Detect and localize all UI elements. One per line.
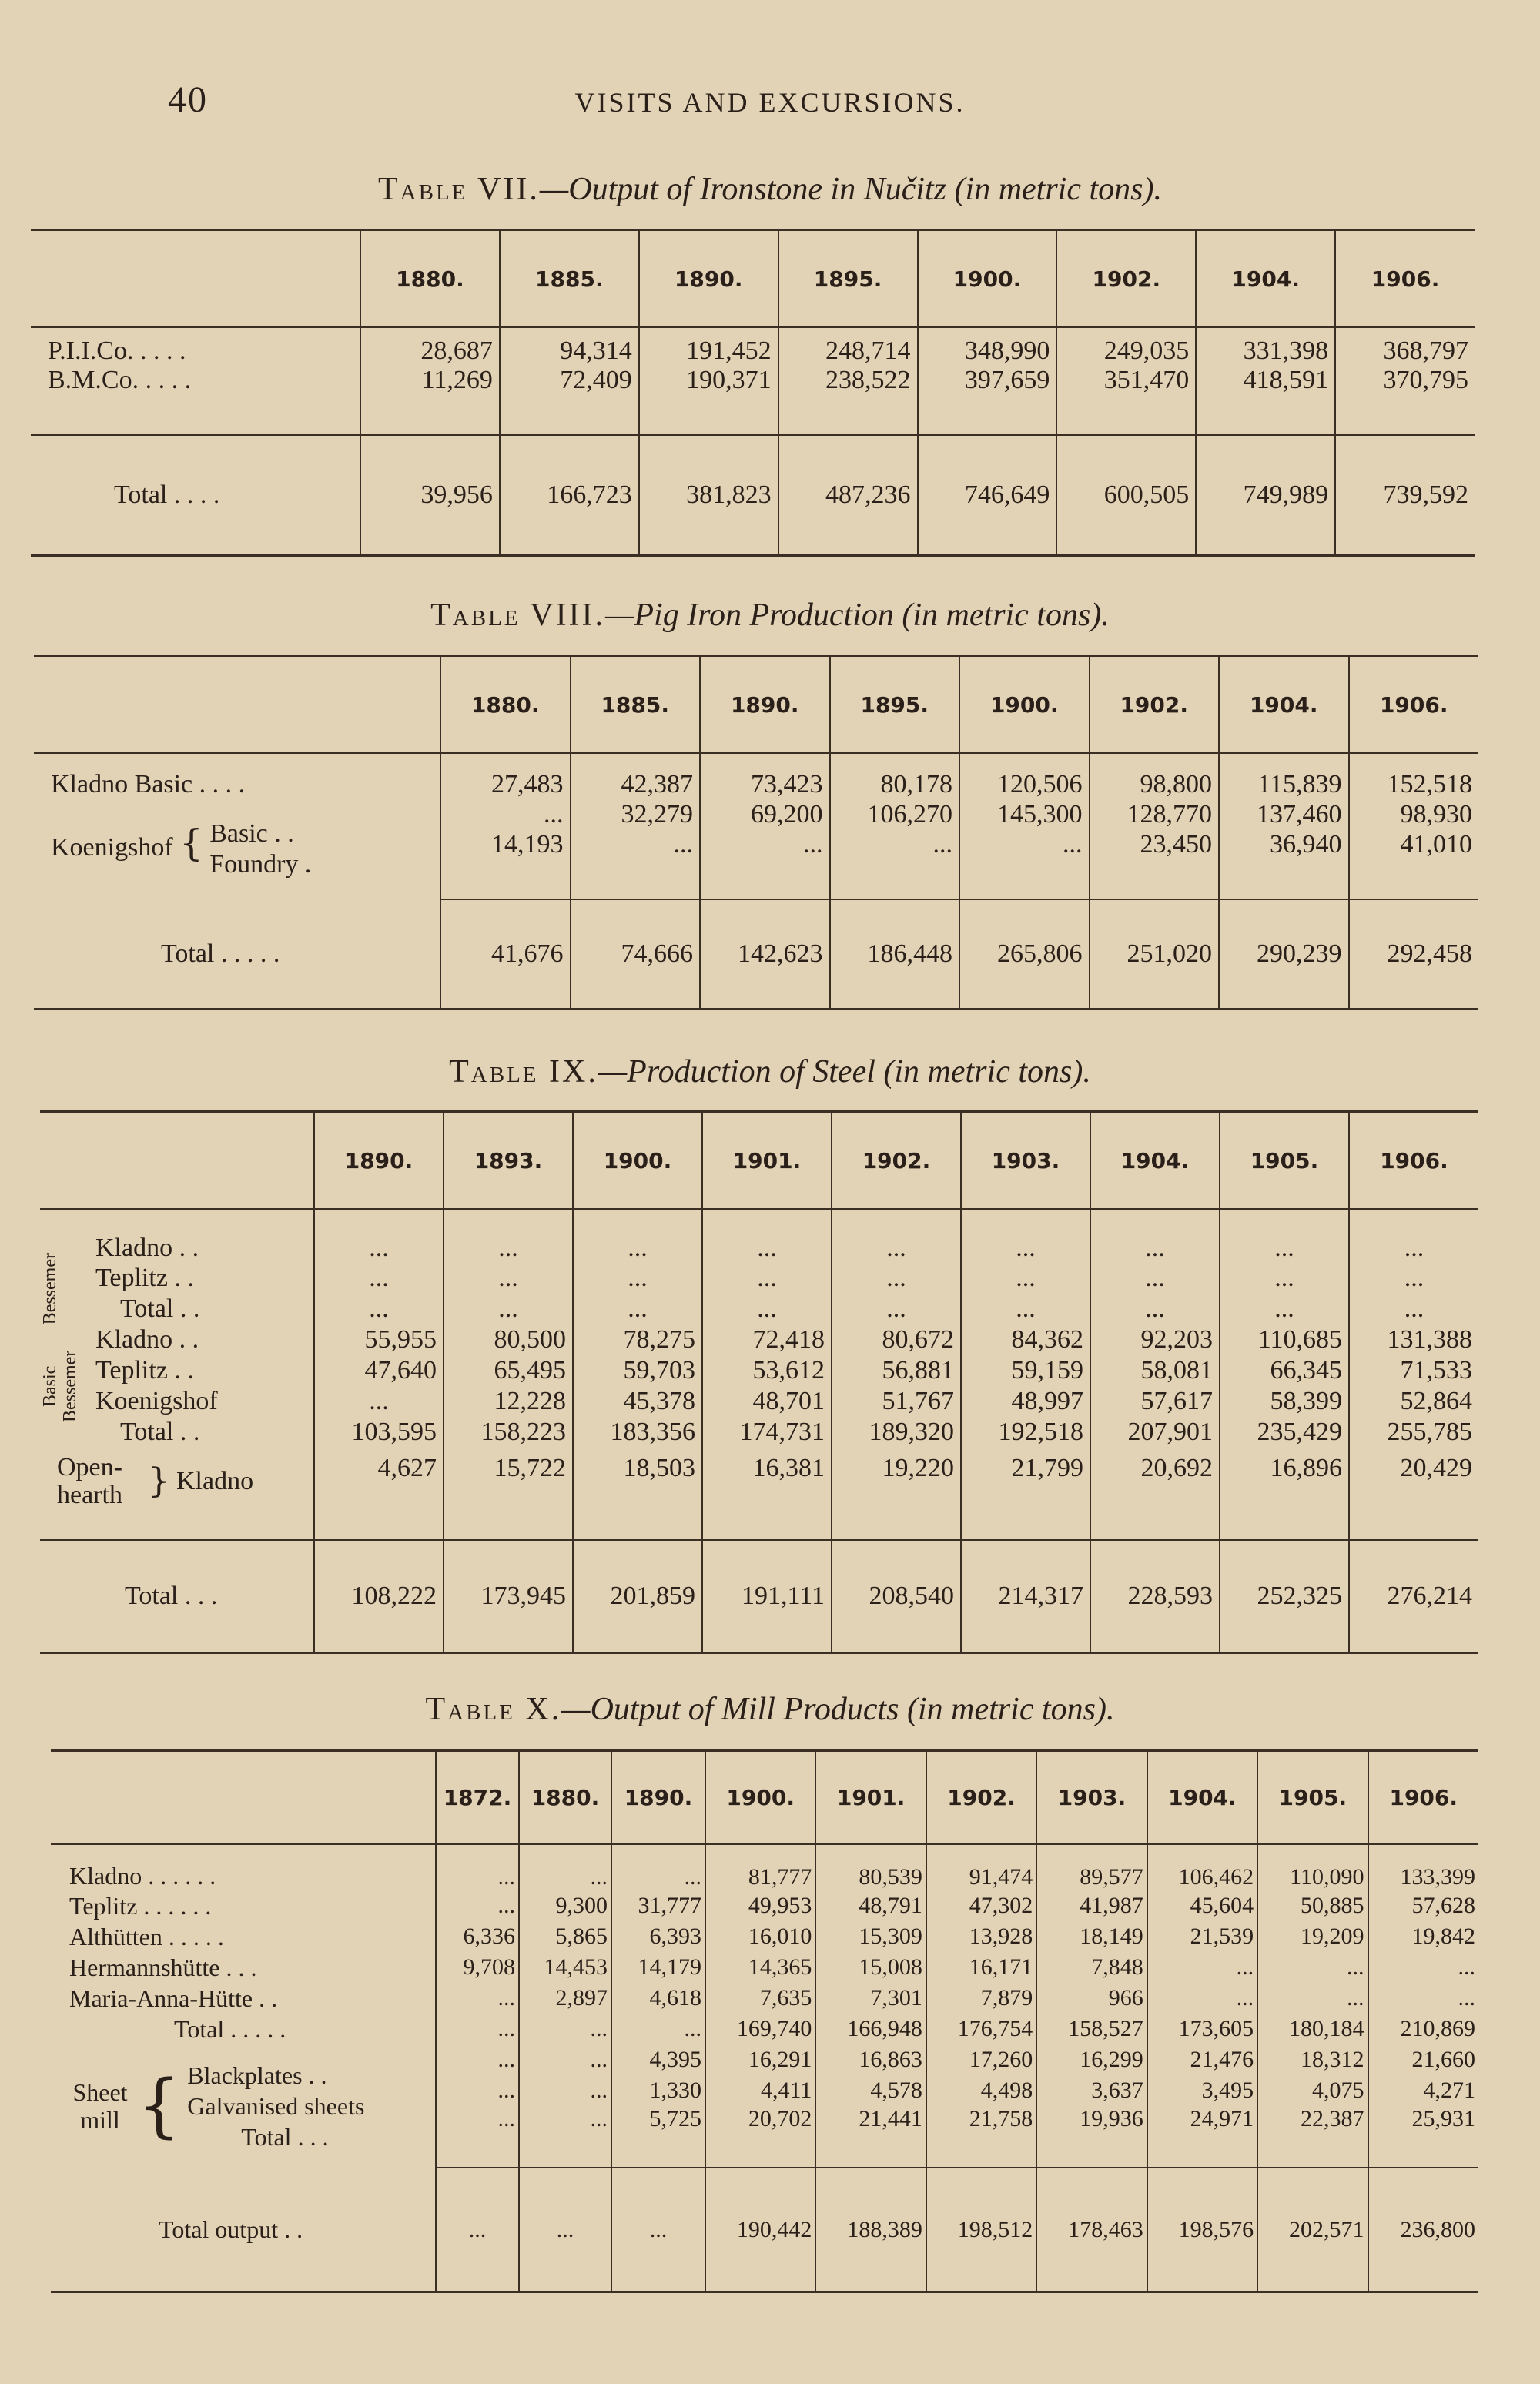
t8-year: 1902. [1090, 657, 1220, 753]
t10-year: 1905. [1257, 1752, 1368, 1844]
table-vii-title: —Output of Ironstone in Nučitz (in metric tons). [539, 172, 1162, 207]
table-total-row: Total . . . . . 41,676 74,666 142,623 186,448 265,806 251,020 290,239 292,458 [34, 899, 1478, 1008]
t9-year: 1900. [573, 1113, 702, 1209]
t7-year: 1885. [500, 231, 639, 327]
t10-year: 1872. [436, 1752, 519, 1844]
brace-icon: } [148, 1462, 170, 1501]
table-row: Kladno . . . . . . ... ... ... 81,777 80,539 91,474 89,577 106,462 110,090 133,399 [51, 1844, 1478, 1890]
open-hearth-group-label: Open-hearth [57, 1453, 122, 1509]
table-x-title: —Output of Mill Products (in metric tons). [561, 1692, 1115, 1727]
table-ix [40, 1110, 1478, 1654]
t8-year: 1885. [571, 657, 701, 753]
t8-year: 1906. [1349, 657, 1479, 753]
table-row: Maria-Anna-Hütte . . ... 2,897 4,618 7,635 7,301 7,879 966 ... ... ... [51, 1983, 1478, 2014]
t10-year: 1900. [705, 1752, 815, 1844]
table-row: Total . . . . . ... ... ... 169,740 166,948 176,754 158,527 173,605 180,184 210,869 [51, 2014, 1478, 2044]
table-row: Total . . 103,595 158,223 183,356 174,731 189,320 192,518 207,901 235,429 255,785 [40, 1417, 1478, 1448]
t9-year: 1893. [444, 1113, 573, 1209]
table-row: Teplitz . . . . . . ... 9,300 31,777 49,953 48,791 47,302 41,987 45,604 50,885 57,628 [51, 1890, 1478, 1921]
t7-year: 1900. [918, 231, 1057, 327]
t10-year: 1901. [815, 1752, 926, 1844]
t8-year: 1895. [830, 657, 960, 753]
table-ix-caption [0, 1053, 1540, 1090]
table-viii-caption [0, 597, 1540, 634]
table-x-number: Table X. [425, 1692, 562, 1727]
t9-year: 1906. [1349, 1113, 1478, 1209]
t9-year: 1904. [1090, 1113, 1220, 1209]
t9-year: 1902. [832, 1113, 961, 1209]
table-vii-caption [0, 171, 1540, 208]
table-vii-number: Table VII. [378, 172, 540, 207]
t9-year: 1901. [702, 1113, 832, 1209]
table-row: Althütten . . . . . 6,336 5,865 6,393 16,010 15,309 13,928 18,149 21,539 19,209 19,842 [51, 1921, 1478, 1952]
table-total-row: Total . . . . 39,956 166,723 381,823 487,236 746,649 600,505 749,989 739,592 [31, 435, 1475, 554]
table-row: Kladno Basic . . . . 27,483 42,387 73,423 80,178 120,506 98,800 115,839 152,518 [34, 753, 1478, 799]
brace-icon: { [137, 2065, 182, 2146]
table-viii [34, 655, 1478, 1010]
t10-year: 1906. [1368, 1752, 1478, 1844]
table-row: Teplitz . . 47,640 65,495 59,703 53,612 56,881 59,159 58,081 66,345 71,533 [40, 1355, 1478, 1386]
t10-year: 1890. [611, 1752, 705, 1844]
table-row: Hermannshütte . . . 9,708 14,453 14,179 14,365 15,008 16,171 7,848 ... ... ... [51, 1952, 1478, 1983]
t7-year: 1880. [360, 231, 500, 327]
table-row: Sheet mill { Blackplates . . Galvanised sheets Total . . . ... ... 4,395 16,291 16,863 17,260 16,299 21,476 18,312 21,660 [51, 2044, 1478, 2075]
t8-year: 1890. [700, 657, 830, 753]
brace-icon: { [179, 821, 203, 865]
t8-year: 1880. [440, 657, 571, 753]
t7-year: 1906. [1335, 231, 1475, 327]
table-x-caption [0, 1691, 1540, 1728]
t10-year: 1903. [1036, 1752, 1147, 1844]
running-title: VISITS AND EXCURSIONS. [574, 87, 966, 118]
table-viii-number: Table VIII. [430, 598, 606, 633]
page-number: 40 [168, 79, 208, 120]
t8-year: 1900. [959, 657, 1090, 753]
table-row: Total . . ... ... ... ... ... ... ... ... ... [40, 1294, 1478, 1324]
table-ix-number: Table IX. [449, 1054, 598, 1090]
table-row: ... ... 1,330 4,411 4,578 4,498 3,637 3,495 4,075 4,271 [51, 2075, 1478, 2106]
table-vii [31, 229, 1475, 557]
t7-year: 1895. [778, 231, 918, 327]
sheet-mill-group-label: Sheet mill [72, 2078, 128, 2134]
basic-bessemer-group-label: Basic Bessemer [40, 1350, 80, 1422]
t9-year: 1890. [314, 1113, 444, 1209]
table-total-row: Total . . . 108,222 173,945 201,859 191,111 208,540 214,317 228,593 252,325 276,214 [40, 1540, 1478, 1652]
table-row: Open-hearth } Kladno 4,627 15,722 18,503 16,381 19,220 21,799 20,692 16,896 20,429 [40, 1448, 1478, 1540]
t8-year: 1904. [1219, 657, 1349, 753]
t9-year: 1903. [961, 1113, 1090, 1209]
table-total-row: Total output . . ... ... ... 190,442 188,389 198,512 178,463 198,576 202,571 236,800 [51, 2168, 1478, 2291]
table-row: Koenigshof { Basic . . Foundry . ... 32,279 69,200 106,270 145,300 128,770 137,460 98,930 [34, 799, 1478, 830]
table-viii-title: —Pig Iron Production (in metric tons). [605, 598, 1110, 633]
table-row: Koenigshof ... 12,228 45,378 48,701 51,767 48,997 57,617 58,399 52,864 [40, 1386, 1478, 1417]
t7-year: 1902. [1056, 231, 1196, 327]
table-row: Bessemer Kladno . . ... ... ... ... ... ... ... ... ... [40, 1209, 1478, 1263]
table-row: 14,193 ... ... ... ... 23,450 36,940 41,010 [34, 830, 1478, 899]
t10-year: 1902. [926, 1752, 1036, 1844]
table-row: Teplitz . . ... ... ... ... ... ... ... ... ... [40, 1263, 1478, 1294]
bessemer-group-label: Bessemer [40, 1252, 60, 1324]
t7-year: 1904. [1196, 231, 1335, 327]
table-x [51, 1749, 1478, 2293]
t10-year: 1904. [1147, 1752, 1257, 1844]
table-row: B.M.Co. . . . . 11,269 72,409 190,371 238,522 397,659 351,470 418,591 370,795 [31, 366, 1475, 435]
koenigshof-group-label: Koenigshof [51, 832, 173, 862]
table-row: P.I.I.Co. . . . . 28,687 94,314 191,452 248,714 348,990 249,035 331,398 368,797 [31, 327, 1475, 366]
t9-year: 1905. [1220, 1113, 1349, 1209]
table-ix-title: —Production of Steel (in metric tons). [598, 1054, 1091, 1090]
t7-year: 1890. [639, 231, 778, 327]
table-row: Basic Bessemer Kladno . . 55,955 80,500 78,275 72,418 80,672 84,362 92,203 110,685 131,388 [40, 1324, 1478, 1355]
t10-year: 1880. [519, 1752, 611, 1844]
table-row: ... ... 5,725 20,702 21,441 21,758 19,936 24,971 22,387 25,931 [51, 2106, 1478, 2168]
